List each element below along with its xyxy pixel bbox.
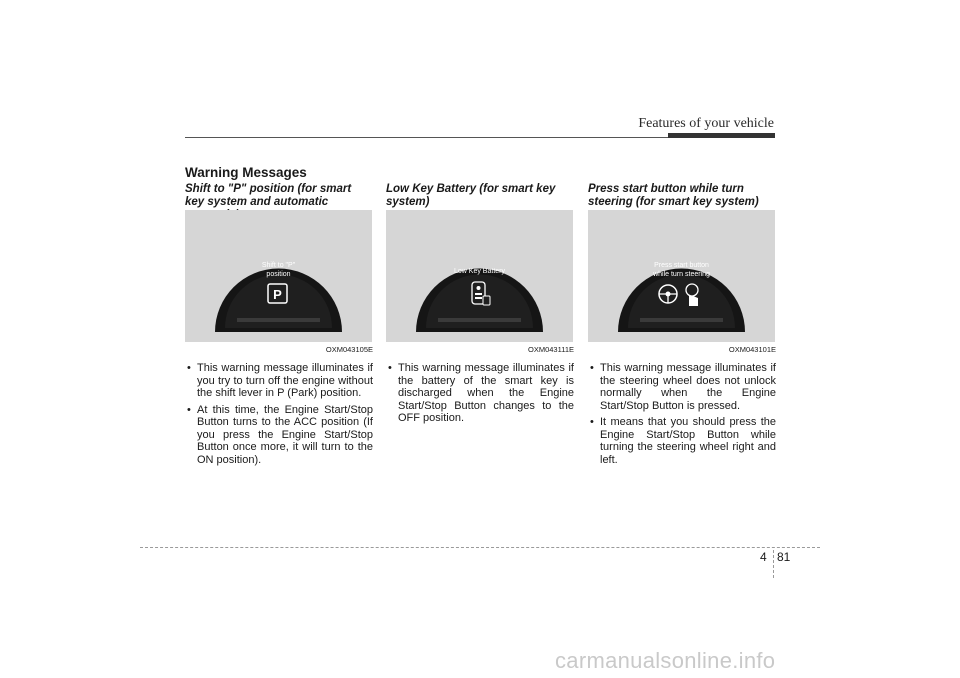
figure-code: OXM043101E — [728, 345, 776, 354]
figure-code: OXM043105E — [325, 345, 373, 354]
screen-text: Shift to "P" — [261, 262, 296, 269]
bullet-item: • This warning message illuminates if the battery of the smart key is discharged when the Engine Start/Stop Button changes to the OFF position. — [386, 362, 574, 425]
subtitle: Shift to "P" position (for smart key system and automatic — [185, 183, 352, 208]
header-bar — [668, 133, 775, 138]
footer-divider — [773, 550, 774, 578]
subtitle: Low Key Battery (for smart key system) — [386, 183, 556, 208]
column-shift-to-p — [185, 183, 373, 470]
chapter-number: 4 — [760, 550, 767, 564]
column-low-key-battery — [386, 183, 574, 429]
park-p-letter: P — [273, 287, 282, 302]
section-title: Warning Messages — [185, 165, 307, 180]
footer-rule — [140, 547, 820, 548]
figure-code: OXM043111E — [528, 345, 574, 354]
bullet-item: • It means that you should press the Engine Start/Stop Button while turning the steering wheel right and left. — [588, 416, 776, 466]
bullet-item: • This warning message illuminates if you try to turn off the engine without the shift lever in P (Park) position. — [185, 362, 373, 400]
watermark: carmanualsonline.info — [555, 648, 776, 673]
screen-text: Press start button — [654, 262, 709, 269]
cluster-figure — [185, 210, 372, 342]
bullet-list — [185, 362, 373, 466]
cluster-figure — [588, 210, 775, 342]
column-press-start-button — [588, 183, 776, 470]
screen-text: position — [266, 271, 291, 278]
header-title: Features of your vehicle — [638, 116, 774, 131]
bullet-item: • At this time, the Engine Start/Stop Button turns to the ACC position (If you press the Engine Start/Stop Button once more, it will turn to the ON position). — [185, 404, 373, 467]
bullet-list — [386, 362, 574, 425]
subtitle: Press start button while turn steering (for smart key system) — [588, 183, 759, 208]
page-number: 81 — [777, 550, 791, 564]
bullet-list — [588, 362, 776, 466]
screen-text: while turn steering — [653, 271, 710, 278]
screen-text: Low Key Battery — [454, 268, 505, 275]
cluster-figure — [386, 210, 573, 342]
bullet-item: • This warning message illuminates if the steering wheel does not unlock normally when the Engine Start/Stop Button is pressed. — [588, 362, 776, 412]
